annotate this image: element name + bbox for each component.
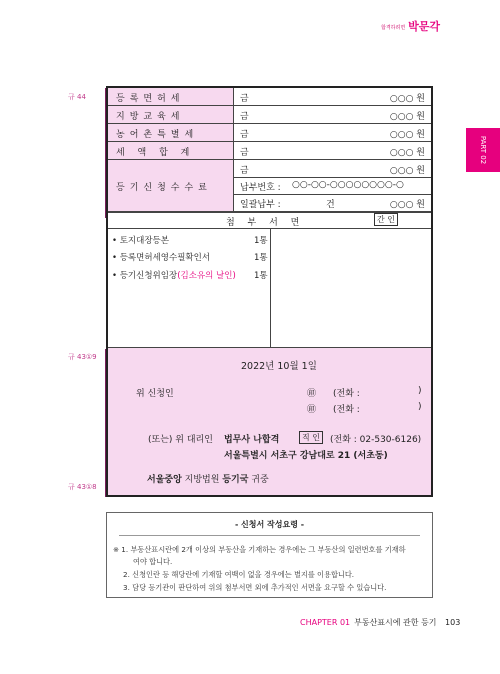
- applicant-phone-label: (전화 :: [333, 405, 360, 415]
- fee-amount: ○○○ 원: [389, 148, 425, 158]
- fee-prefix: 금: [240, 166, 249, 176]
- part-tab: PART 02: [466, 128, 500, 172]
- guide-item: 2. 신청인란 등 해당란에 기재할 여백이 없을 경우에는 별지를 이용합니다.: [123, 570, 355, 579]
- attachment-item: • 등록면허세영수필확인서: [112, 253, 211, 263]
- attachment-item: • 등기신청위임장(김소유의 날인): [112, 271, 236, 281]
- lump-payment-count: 건: [326, 200, 335, 210]
- attachment-count: 1통: [254, 236, 268, 246]
- agent-address: 서울특별시 서초구 강남대로 21 (서초동): [224, 451, 388, 461]
- attachment-item: • 토지대장등본: [112, 236, 169, 246]
- guide-item: ※ 1. 부동산표시란에 2개 이상의 부동산을 기재하는 경우에는 그 부동산의 일련번호를 기재하: [113, 545, 406, 554]
- fee-row-rural-tax: 농어촌특별세: [108, 124, 431, 143]
- fee-prefix: 금: [240, 112, 249, 122]
- agent-phone: (전화 : 02-530-6126): [330, 435, 422, 445]
- guide-item: 여야 합니다.: [133, 557, 173, 566]
- receipt-number-label: 납부번호 :: [240, 183, 281, 193]
- rule-ref-court: 규 43①8: [68, 483, 97, 491]
- fee-amount: ○○○ 원: [389, 94, 425, 104]
- guide-item: 3. 담당 등기관이 판단하여 위의 첨부서면 외에 추가적인 서면을 요구할 수 있습니다.: [123, 583, 387, 592]
- rule-ref-fees: 규 44: [68, 93, 86, 101]
- court-line: 서울중앙 지방법원 등기국 귀중: [147, 475, 269, 485]
- fee-prefix: 금: [240, 94, 249, 104]
- fee-prefix: 금: [240, 148, 249, 158]
- page-footer: CHAPTER 01 부동산표시에 관한 등기 103: [300, 618, 461, 627]
- application-date: 2022년 10월 1일: [241, 361, 317, 372]
- agent-seal: 직 인: [299, 431, 323, 444]
- attachments-header: 첨 부 서 면: [226, 218, 305, 228]
- lump-payment-amount: ○○○ 원: [389, 200, 425, 210]
- fee-row-education-tax: 지방교육세: [108, 106, 431, 125]
- guide-box: [106, 512, 433, 598]
- applicant-phone-close: ): [418, 402, 422, 412]
- registration-form: [106, 86, 433, 497]
- applicant-seal: ㊞: [307, 405, 317, 415]
- lump-payment-label: 일괄납부 :: [240, 200, 281, 210]
- attachment-count: 1통: [254, 253, 268, 263]
- fee-amount: ○○○ 원: [389, 112, 425, 122]
- applicant-seal: ㊞: [307, 389, 317, 399]
- fee-amount: ○○○ 원: [389, 166, 425, 176]
- attachment-count: 1통: [254, 271, 268, 281]
- fee-row-license-tax: 등록면허세: [108, 88, 431, 107]
- publisher-logo: 합격하려면 박문각: [381, 20, 441, 33]
- fee-row-registration-fee: 등기신청수수료: [108, 160, 431, 213]
- applicant-phone-close: ): [418, 386, 422, 396]
- attachments-stamp: 간 인: [374, 213, 398, 226]
- agent-name: 법무사 나합격: [224, 435, 280, 445]
- fee-amount: ○○○ 원: [389, 130, 425, 140]
- applicant-phone-label: (전화 :: [333, 389, 360, 399]
- rule-ref-date: 규 43①9: [68, 353, 97, 361]
- fee-prefix: 금: [240, 130, 249, 140]
- agent-label: (또는) 위 대리인: [148, 435, 213, 445]
- applicant-label: 위 신청인: [136, 389, 174, 399]
- guide-title: - 신청서 작성요령 -: [234, 520, 305, 529]
- fee-row-total: 세 액 합 계: [108, 142, 431, 161]
- receipt-number-value: ○○-○○-○○○○○○○○-○: [292, 180, 404, 190]
